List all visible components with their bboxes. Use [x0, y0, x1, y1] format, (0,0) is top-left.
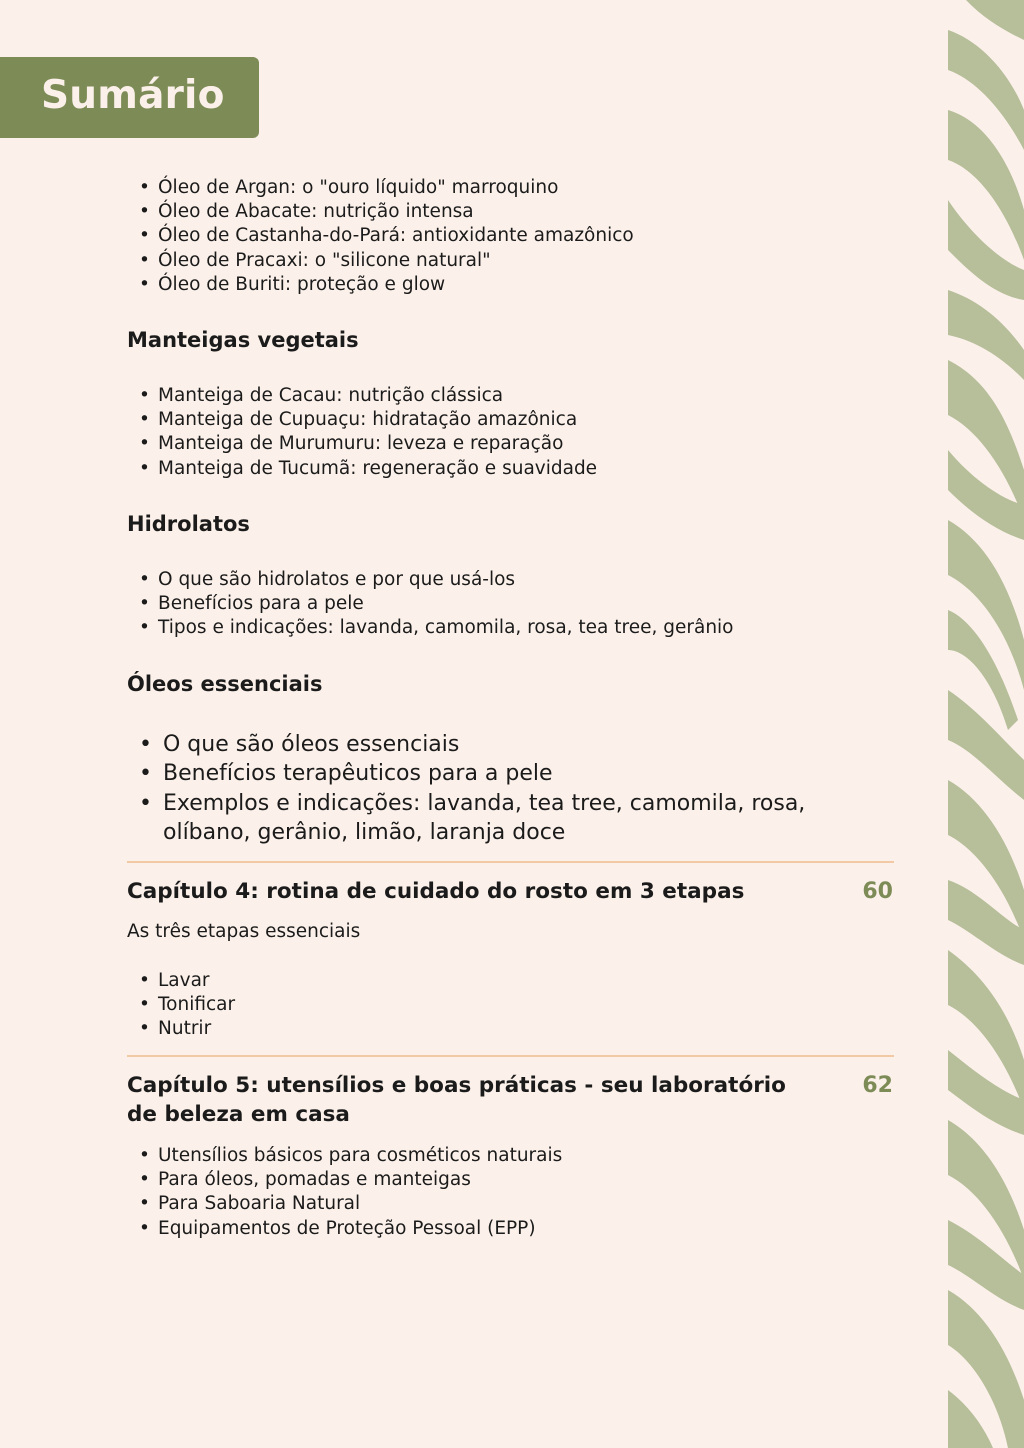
chapter-4-page-number: 60 — [862, 879, 893, 904]
title-banner — [0, 57, 259, 138]
list-item: • Utensílios básicos para cosméticos naturais — [135, 1144, 562, 1168]
section-heading-oleos-essenciais: Óleos essenciais — [127, 672, 323, 696]
list-item: • Para óleos, pomadas e manteigas — [135, 1168, 562, 1192]
list-item: • Lavar — [135, 969, 235, 993]
list-item: • Óleo de Buriti: proteção e glow — [135, 273, 634, 297]
list-item: • Manteiga de Cupuaçu: hidratação amazônica — [135, 408, 597, 432]
list-item: • Benefícios terapêuticos para a pele — [135, 759, 823, 788]
leaf-pattern-decoration — [948, 0, 1024, 1448]
list-item: • Tipos e indicações: lavanda, camomila, rosa, tea tree, gerânio — [135, 616, 734, 640]
list-item: • O que são hidrolatos e por que usá-los — [135, 568, 734, 592]
chapter-4-title: Capítulo 4: rotina de cuidado do rosto em 3 etapas — [127, 879, 745, 904]
chapter-4-subtitle: As três etapas essenciais — [127, 921, 361, 942]
page-title: Sumário — [41, 73, 225, 118]
list-item: • Óleo de Abacate: nutrição intensa — [135, 200, 634, 224]
list-item: • Benefícios para a pele — [135, 592, 734, 616]
list-item: • Manteiga de Tucumã: regeneração e suavidade — [135, 457, 597, 481]
oleos-essenciais-list — [135, 730, 823, 847]
list-item: • Óleo de Argan: o "ouro líquido" marroquino — [135, 176, 634, 200]
list-item: • Para Saboaria Natural — [135, 1192, 562, 1216]
list-item: • Manteiga de Cacau: nutrição clássica — [135, 384, 597, 408]
list-item: • Óleo de Castanha-do-Pará: antioxidante amazônico — [135, 224, 634, 248]
list-item: • Nutrir — [135, 1017, 235, 1041]
hidrolatos-list — [135, 568, 734, 641]
chapter-5-page-number: 62 — [862, 1073, 893, 1098]
chapter-5-list — [135, 1144, 562, 1241]
chapter-4-list — [135, 969, 235, 1042]
list-item: • Óleo de Pracaxi: o "silicone natural" — [135, 249, 634, 273]
divider — [127, 1055, 894, 1057]
manteigas-list — [135, 384, 597, 481]
list-item: • Equipamentos de Proteção Pessoal (EPP) — [135, 1217, 562, 1241]
list-item: • Tonificar — [135, 993, 235, 1017]
list-item: • O que são óleos essenciais — [135, 730, 823, 759]
divider — [127, 861, 894, 863]
chapter-5-title: Capítulo 5: utensílios e boas práticas - seu laboratório de beleza em casa — [127, 1073, 786, 1127]
section-heading-manteigas: Manteigas vegetais — [127, 328, 359, 352]
intro-list — [135, 176, 634, 297]
list-item: • Manteiga de Murumuru: leveza e reparação — [135, 432, 597, 456]
list-item: • Exemplos e indicações: lavanda, tea tree, camomila, rosa, olíbano, gerânio, limão, laranja doce — [135, 789, 823, 848]
section-heading-hidrolatos: Hidrolatos — [127, 512, 250, 536]
